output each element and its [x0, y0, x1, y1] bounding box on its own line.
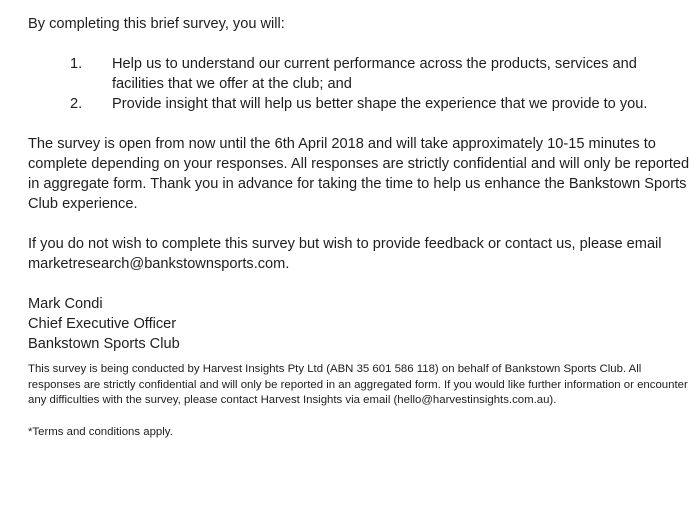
contact-paragraph: If you do not wish to complete this survey but wish to provide feedback or contact us, please email marketresearch@bankstownsports.com.	[28, 236, 662, 272]
signature-block	[28, 294, 692, 354]
disclaimer-text: This survey is being conducted by Harvest Insights Pty Ltd (ABN 35 601 586 118) on behalf of Bankstown Sports Club. All responses are strictly confidential and will only be reported in an aggregated form. If you would like further information or encounter any difficulties with the survey, please contact Harvest Insights via email (hello@harvestinsights.com.au).	[28, 363, 688, 406]
list-item-text: Help us to understand our current performance across the products, services and facilities that we offer at the club; and	[112, 56, 637, 92]
signatory-organization: Bankstown Sports Club	[28, 336, 180, 352]
list-item-number: 2.	[70, 96, 83, 112]
survey-intro-page	[28, 14, 692, 440]
benefits-list	[28, 54, 692, 114]
list-item-number: 1.	[70, 56, 83, 72]
terms-text: *Terms and conditions apply.	[28, 425, 173, 438]
signatory-title: Chief Executive Officer	[28, 316, 177, 332]
list-item	[28, 54, 692, 94]
survey-info-paragraph: The survey is open from now until the 6th April 2018 and will take approximately 10-15 minutes to complete depending on your responses. All responses are strictly confidential and will only be reported in aggregate form. Thank you in advance for taking the time to help us enhance the Bankstown Sports Club experience.	[28, 136, 690, 212]
signatory-name: Mark Condi	[28, 296, 103, 312]
list-item	[28, 94, 692, 114]
intro-text: By completing this brief survey, you will:	[28, 16, 285, 32]
list-item-text: Provide insight that will help us better shape the experience that we provide to you.	[112, 96, 648, 112]
